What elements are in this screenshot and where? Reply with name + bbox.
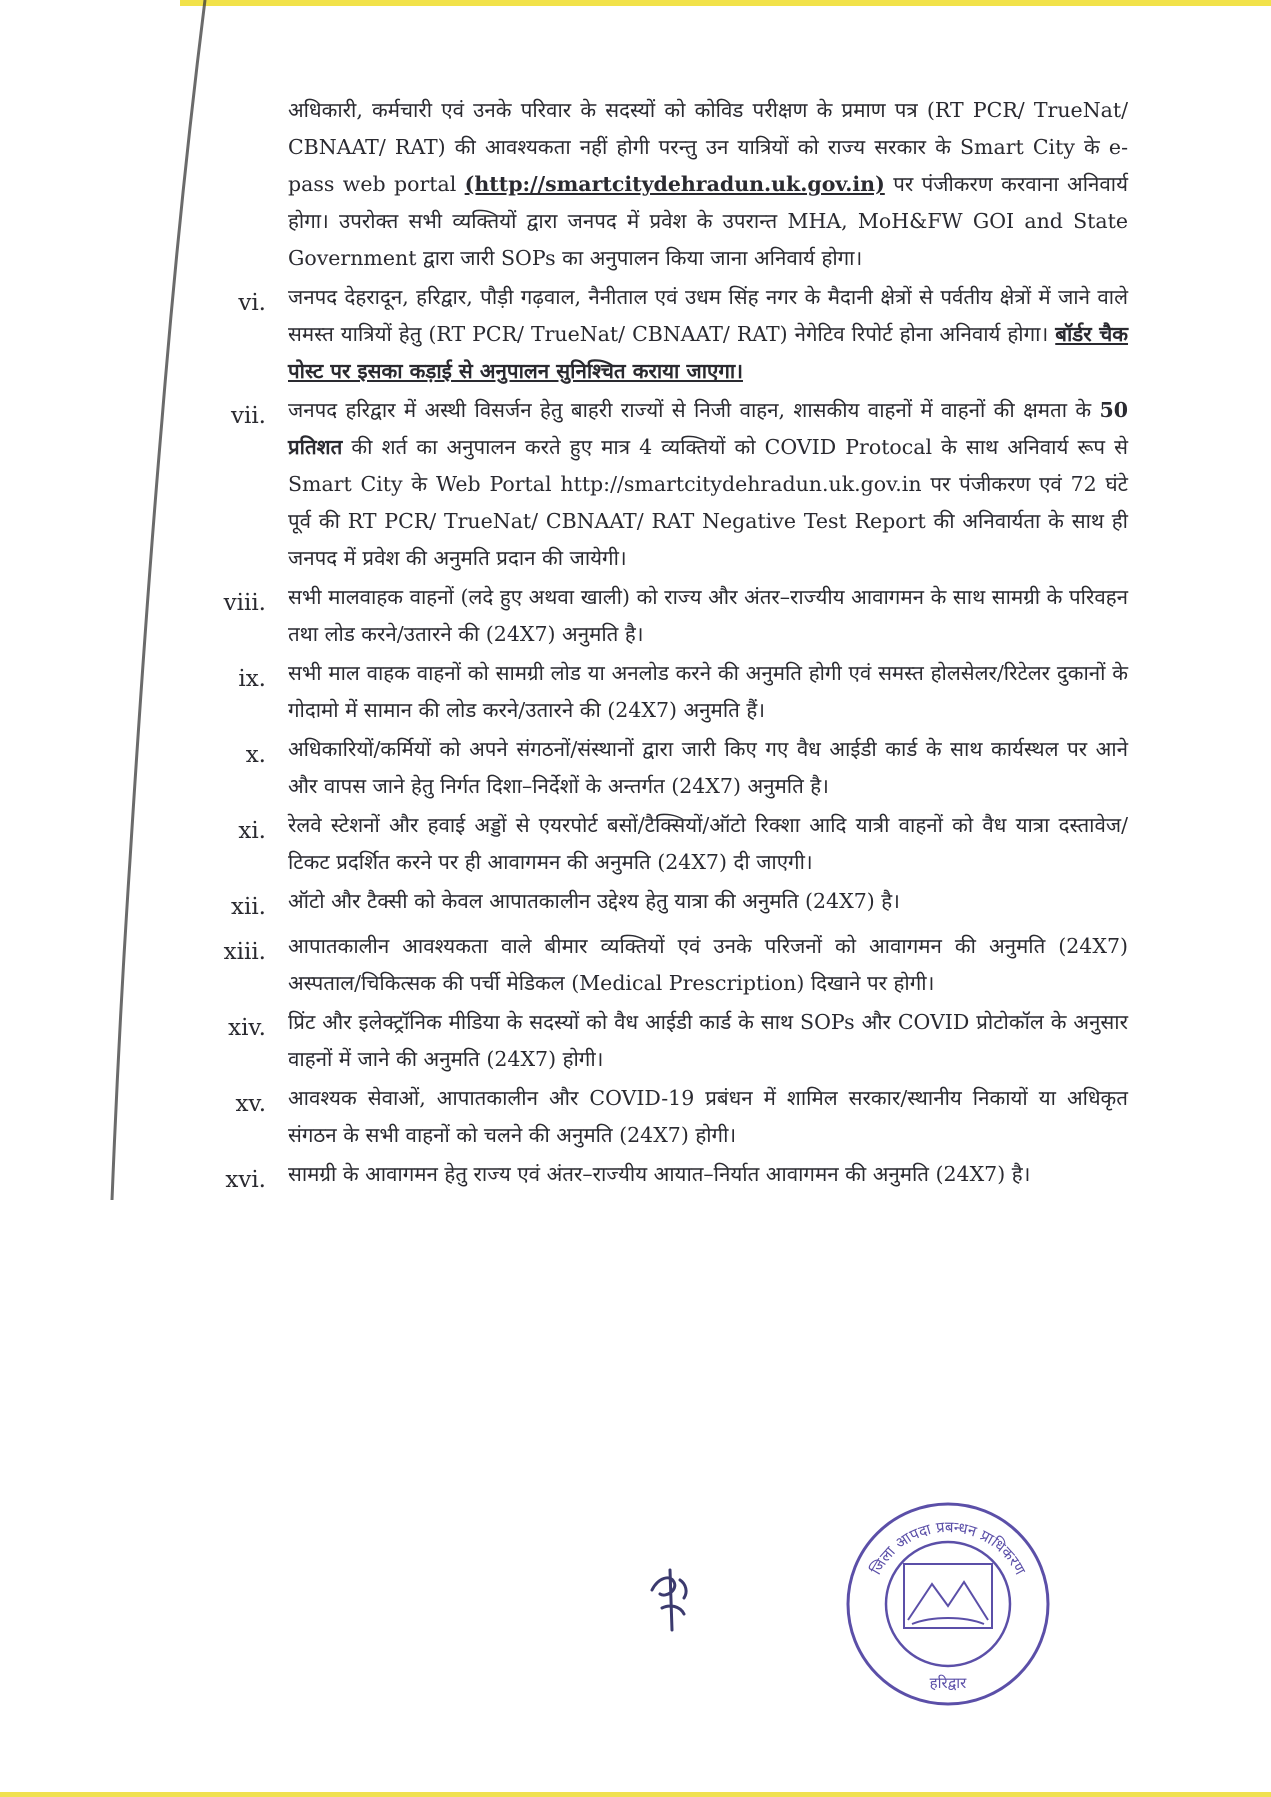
item-number: xiv. [228, 1015, 266, 1041]
continuation-text-a: अधिकारी, कर्मचारी एवं उनके परिवार के सदस्यों को कोविड परीक्षण के प्रमाण पत्र (RT PCR/ TrueNat/ CBNAAT/ RAT) की आवश्यकता नहीं होगी परन्तु उन यात्रियों को राज्य सरकार के Smart City के e-pass web portal [288, 98, 1128, 196]
item-text: अधिकारियों/कर्मियों को अपने संगठनों/संस्थानों द्वारा जारी किए गए वैध आईडी कार्ड के साथ कार्यस्थल पर आने और वापस जाने हेतु निर्गत दिशा–निर्देशों के अन्तर्गत (24X7) अनुमति है। [288, 737, 1128, 798]
list-item-vii [218, 392, 1128, 577]
list-item-xvi [218, 1156, 1128, 1199]
item-text: सामग्री के आवागमन हेतु राज्य एवं अंतर–राज्यीय आयात–निर्यात आवागमन की अनुमति (24X7) है। [288, 1162, 1031, 1186]
stamp-outer-text: जिला आपदा प्रबन्धन प्राधिकरण [866, 1517, 1030, 1578]
list-item-x [218, 731, 1128, 805]
item-text: आपातकालीन आवश्यकता वाले बीमार व्यक्तियों एवं उनके परिजनों को आवागमन की अनुमति (24X7) अस्पताल/चिकित्सक की पर्ची मेडिकल (Medical Prescription) दिखाने पर होगी। [288, 934, 1128, 995]
item-text: प्रिंट और इलेक्ट्रॉनिक मीडिया के सदस्यों को वैध आईडी कार्ड के साथ SOPs और COVID प्रोटोकॉल के अनुसार वाहनों में जाने की अनुमति (24X7) होगी। [288, 1010, 1128, 1071]
item-text: सभी मालवाहक वाहनों (लदे हुए अथवा खाली) को राज्य और अंतर–राज्यीय आवागमन के साथ सामग्री के परिवहन तथा लोड करने/उतारने की (24X7) अनुमति है। [288, 585, 1128, 646]
bottom-yellow-edge [0, 1792, 1271, 1797]
item-text: जनपद देहरादून, हरिद्वार, पौड़ी गढ़वाल, नैनीताल एवं उधम सिंह नगर के मैदानी क्षेत्रों से पर्वतीय क्षेत्रों में जाने वाले समस्त यात्रियों हेतु (RT PCR/ TrueNat/ CBNAAT/ RAT) नेगेटिव रिपोर्ट होना अनिवार्य होगा। बॉर्डर चैक पोस्ट पर इसका कड़ाई से अनुपालन सुनिश्चित कराया जाएगा। [288, 285, 1129, 383]
item-text: जनपद हरिद्वार में अस्थी विसर्जन हेतु बाहरी राज्यों से निजी वाहन, शासकीय वाहनों में वाहनों की क्षमता के 50 प्रतिशत की शर्त का अनुपालन करते हुए मात्र 4 व्यक्तियों को COVID Protocal के साथ अनिवार्य रूप से Smart City के Web Portal http://smartcitydehradun.uk.gov.in पर पंजीकरण एवं 72 घंटे पूर्व की RT PCR/ TrueNat/ CBNAAT/ RAT Negative Test Report की अनिवार्यता के साथ ही जनपद में प्रवेश की अनुमति प्रदान की जायेगी। [288, 398, 1128, 570]
item-number: ix. [238, 666, 266, 692]
item-text: आवश्यक सेवाओं, आपातकालीन और COVID-19 प्रबंधन में शामिल सरकार/स्थानीय निकायों या अधिकृत संगठन के सभी वाहनों को चलने की अनुमति (24X7) होगी। [288, 1086, 1128, 1147]
continuation-paragraph [218, 92, 1128, 277]
list-item-xi [218, 807, 1128, 881]
item-number: xiii. [223, 939, 266, 965]
item-number: xvi. [225, 1167, 266, 1193]
list-item-xiv [218, 1004, 1128, 1078]
item-number: viii. [223, 590, 266, 616]
list-item-viii [218, 579, 1128, 653]
item-text: रेलवे स्टेशनों और हवाई अड्डों से एयरपोर्ट बसों/टैक्सियों/ऑटो रिक्शा आदि यात्री वाहनों को वैध यात्रा दस्तावेज/टिकट प्रदर्शित करने पर ही आवागमन की अनुमति (24X7) दी जाएगी। [288, 813, 1128, 874]
item-number: vi. [238, 290, 266, 316]
handwritten-signature [640, 1560, 700, 1640]
border-check-note: बॉर्डर चैक पोस्ट पर इसका कड़ाई से अनुपालन सुनिश्चित कराया जाएगा। [288, 322, 1129, 383]
item-number: xii. [231, 894, 266, 920]
list-item-xv [218, 1080, 1128, 1154]
item-text: ऑटो और टैक्सी को केवल आपातकालीन उद्देश्य हेतु यात्रा की अनुमति (24X7) है। [288, 889, 900, 913]
continuation-text-b: पर पंजीकरण करवाना अनिवार्य होगा। उपरोक्त सभी व्यक्तियों द्वारा जनपद में प्रवेश के उपरान्त MHA, MoH&FW GOI and State Government द्वारा जारी SOPs का अनुपालन किया जाना अनिवार्य होगा। [288, 172, 1128, 270]
item-text: सभी माल वाहक वाहनों को सामग्री लोड या अनलोड करने की अनुमति होगी एवं समस्त होलसेलर/रिटेलर दुकानों के गोदामो में सामान की लोड करने/उतारने की (24X7) अनुमति हैं। [288, 661, 1128, 722]
stamp-bottom-text: हरिद्वार [929, 1674, 967, 1692]
capacity-percent: 50 प्रतिशत [288, 398, 1128, 459]
smartcity-portal-link[interactable]: (http://smartcitydehradun.uk.gov.in) [464, 172, 885, 196]
list-item-ix [218, 655, 1128, 729]
list-item-vi [218, 279, 1128, 390]
item-number: xi. [238, 818, 266, 844]
official-seal-stamp [842, 1498, 1054, 1710]
list-item-xiii [218, 928, 1128, 1002]
list-item-xii [218, 883, 1128, 926]
top-yellow-edge [180, 0, 1271, 6]
document-page [218, 92, 1128, 1199]
item-number: x. [245, 742, 266, 768]
item-number: xv. [235, 1091, 266, 1117]
item-number: vii. [230, 403, 266, 429]
